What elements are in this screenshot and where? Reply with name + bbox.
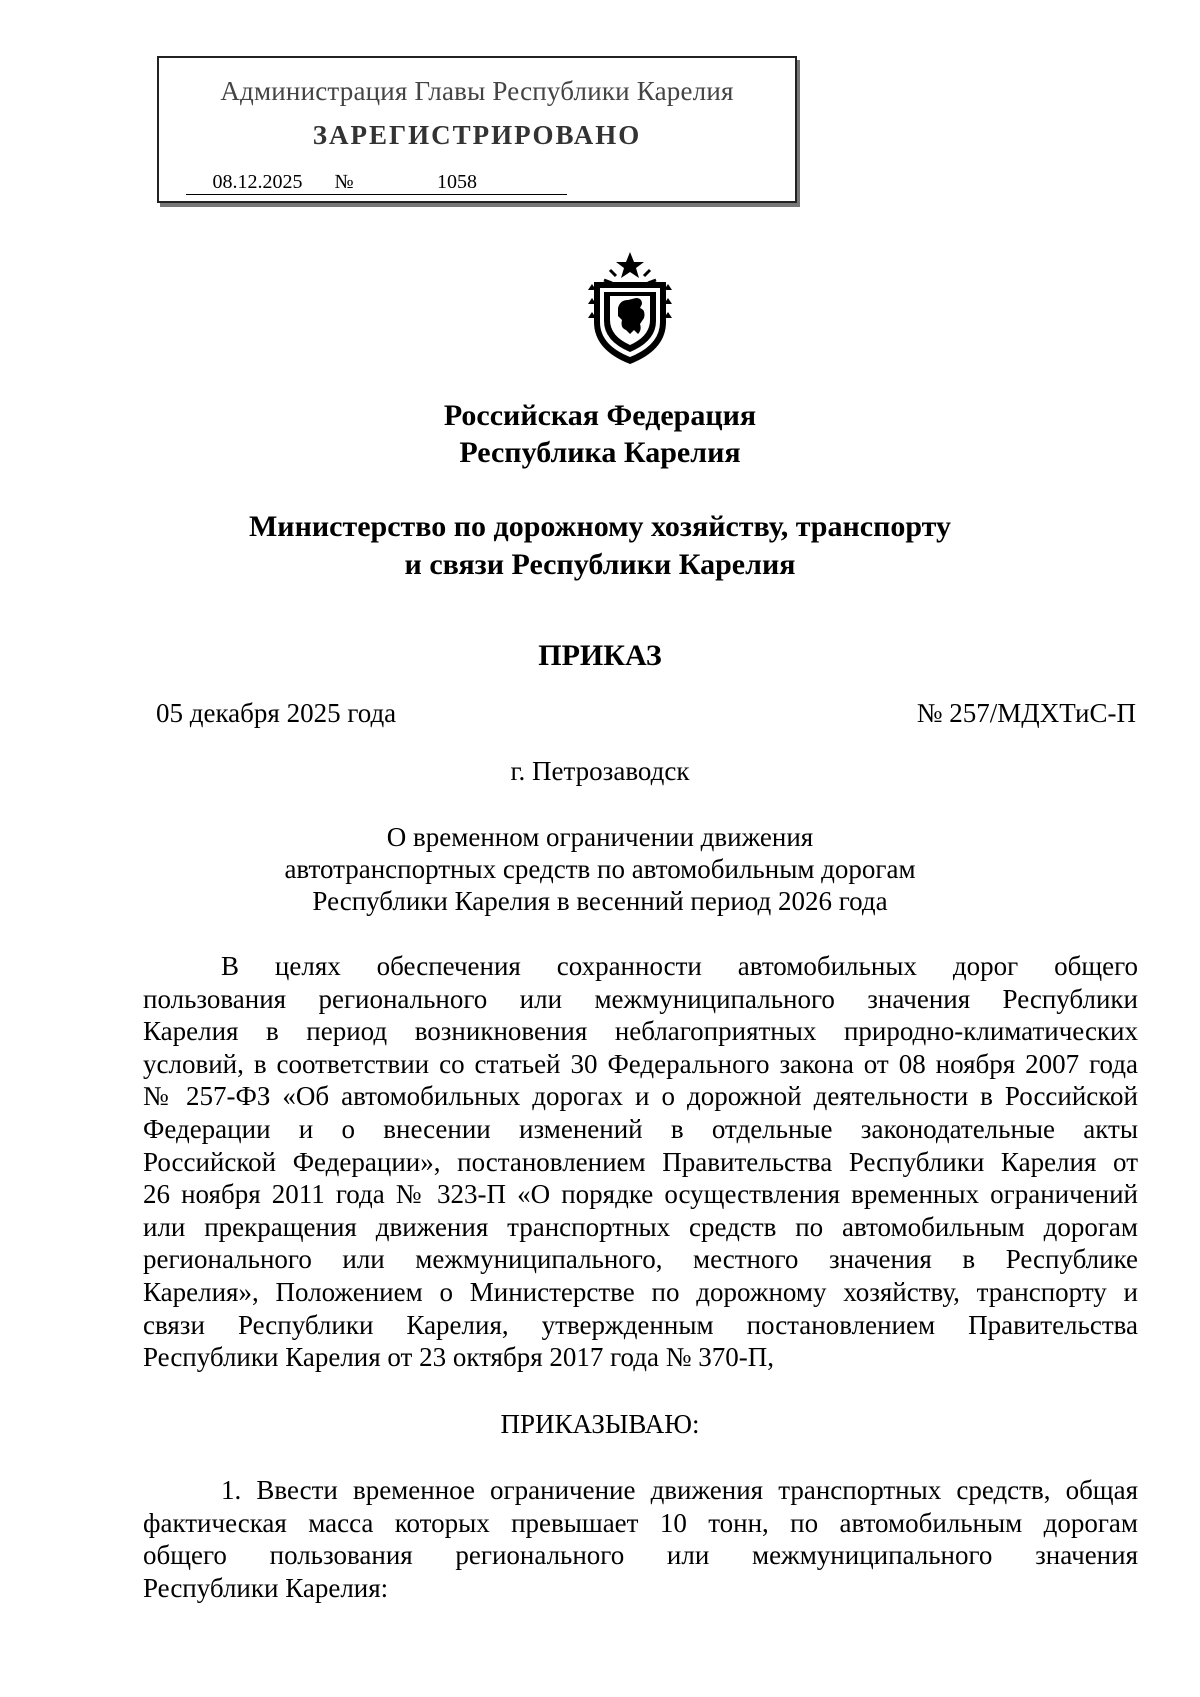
subject-line1: О временном ограничении движения: [386, 822, 814, 852]
ministry-name-line2: и связи Республики Карелия: [404, 548, 796, 581]
preamble-line: Федерации и о внесении изменений в отдельные законодательные акты: [143, 1113, 1138, 1144]
order-number: № 257/МДХТиС-П: [916, 698, 1136, 728]
registration-stamp: [157, 56, 797, 203]
decree-word: ПРИКАЗЫВАЮ:: [500, 1409, 700, 1439]
item-1-line: общего пользования регионального или межмуниципального значения: [143, 1540, 1138, 1571]
preamble-line: Карелия», Положением о Министерстве по дорожному хозяйству, транспорту и: [143, 1276, 1138, 1307]
preamble-line: Российской Федерации», постановлением Правительства Республики Карелия от: [143, 1146, 1138, 1177]
subject-line2: автотранспортных средств по автомобильным дорогам: [284, 854, 916, 884]
stamp-status: ЗАРЕГИСТРИРОВАНО: [312, 120, 642, 150]
item-1-line: 1. Ввести временное ограничение движения транспортных средств, общая: [221, 1475, 1138, 1505]
preamble-line: связи Республики Карелия, утвержденным постановлением Правительства: [143, 1309, 1138, 1340]
order-city: г. Петрозаводск: [510, 756, 690, 786]
stamp-number: 1058: [359, 170, 567, 195]
header-republic: Республика Карелия: [459, 436, 741, 469]
preamble-line: 26 ноября 2011 года № 323-П «О порядке осуществления временных ограничений: [143, 1179, 1138, 1210]
stamp-date: 08.12.2025: [186, 170, 329, 195]
order-date: 05 декабря 2025 года: [156, 698, 397, 728]
stamp-office: Администрация Главы Республики Карелия: [220, 76, 734, 106]
item-1-line: фактическая масса которых превышает 10 тонн, по автомобильным дорогам: [143, 1507, 1138, 1538]
preamble-line: или прекращения движения транспортных средств по автомобильным дорогам: [143, 1211, 1138, 1242]
item-1-paragraph: [143, 1474, 1138, 1604]
preamble-line: № 257-ФЗ «Об автомобильных дорогах и о дорожной деятельности в Российской: [143, 1081, 1138, 1112]
preamble-line: условий, в соответствии со статьей 30 Федерального закона от 08 ноября 2007 года: [143, 1048, 1138, 1079]
karelia-coat-of-arms-icon: [580, 250, 680, 368]
preamble-line: В целях обеспечения сохранности автомобильных дорог общего: [221, 951, 1138, 981]
item-1-line: Республики Карелия:: [143, 1572, 389, 1603]
preamble-paragraph: [143, 950, 1138, 1374]
document-title: ПРИКАЗ: [538, 639, 662, 672]
subject-line3: Республики Карелия в весенний период 2026 года: [312, 886, 888, 916]
preamble-line: Карелия в период возникновения неблагоприятных природно-климатических: [143, 1016, 1138, 1047]
preamble-line: пользования регионального или межмуниципального значения Республики: [143, 983, 1138, 1014]
stamp-number-sign: №: [329, 170, 359, 195]
preamble-line: Республики Карелия от 23 октября 2017 года № 370-П,: [143, 1342, 774, 1373]
preamble-line: регионального или межмуниципального, местного значения в Республике: [143, 1244, 1138, 1275]
ministry-name-line1: Министерство по дорожному хозяйству, транспорту: [248, 510, 952, 543]
header-country: Российская Федерация: [443, 399, 757, 432]
